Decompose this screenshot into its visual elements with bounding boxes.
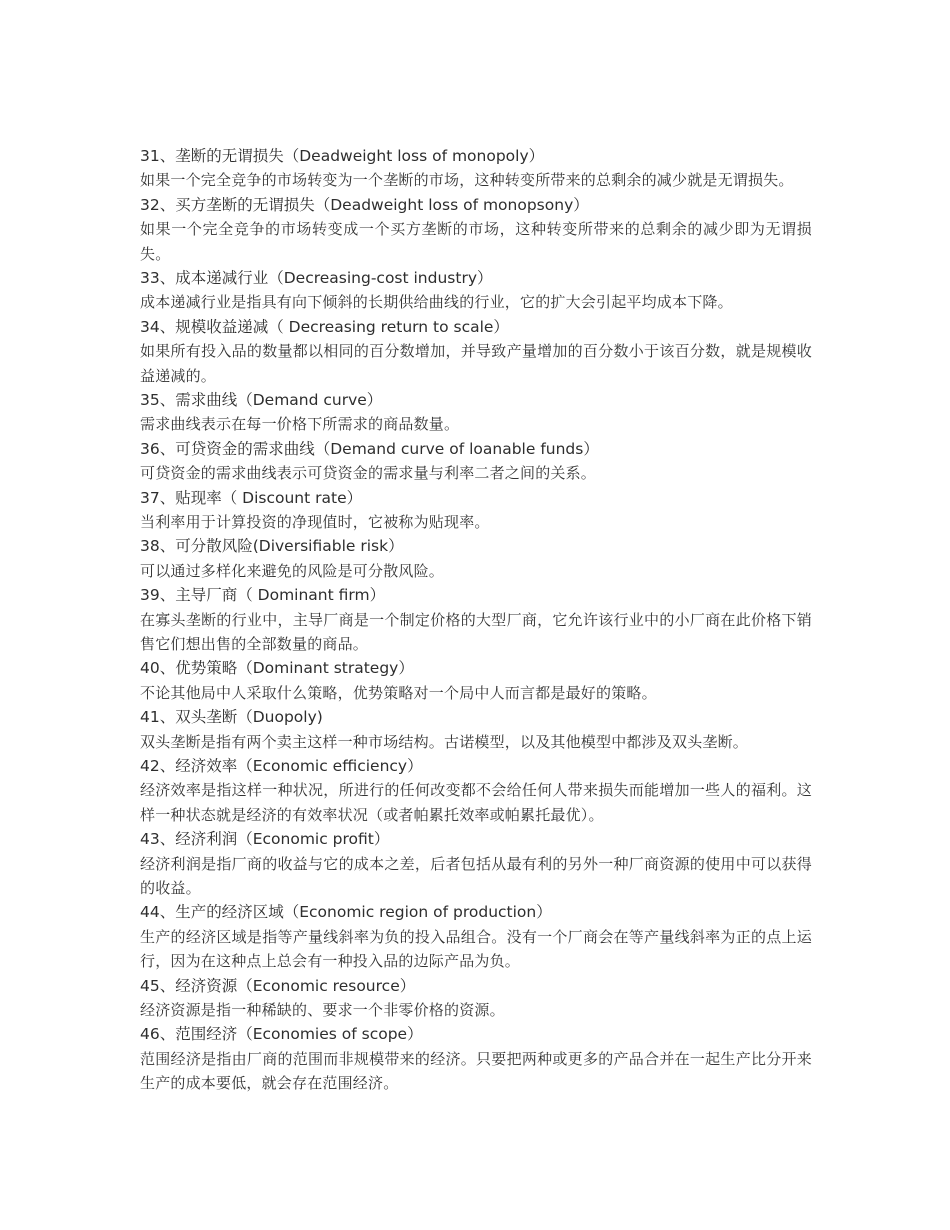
- term-heading: 38、可分散风险(Diversifiable risk）: [140, 537, 404, 556]
- term-heading: 45、经济资源（Economic resource）: [140, 976, 416, 995]
- term-definition: 在寡头垄断的行业中，主导厂商是一个制定价格的大型厂商，它允许该行业中的小厂商在此价格下销售它们想出售的全部数量的商品。: [140, 610, 812, 653]
- document-page: [140, 144, 812, 1096]
- term-definition: 可贷资金的需求曲线表示可贷资金的需求量与利率二者之间的关系。: [140, 464, 597, 483]
- entry-41: [140, 705, 812, 754]
- entry-31: [140, 144, 812, 193]
- entry-36: [140, 437, 812, 486]
- term-heading: 43、经济利润（Economic profit）: [140, 830, 390, 849]
- term-definition: 经济资源是指一种稀缺的、要求一个非零价格的资源。: [140, 1000, 505, 1019]
- term-heading: 46、范围经济（Economies of scope）: [140, 1025, 423, 1044]
- entry-32: [140, 193, 812, 266]
- term-heading: 35、需求曲线（Demand curve）: [140, 391, 383, 409]
- term-heading: 31、垄断的无谓损失（Deadweight loss of monopoly）: [140, 147, 545, 165]
- entry-37: [140, 486, 812, 535]
- term-heading: 36、可贷资金的需求曲线（Demand curve of loanable funds）: [140, 439, 599, 458]
- term-heading: 42、经济效率（Economic efficiency）: [140, 756, 423, 775]
- term-definition: 生产的经济区域是指等产量线斜率为负的投入品组合。没有一个厂商会在等产量线斜率为正的点上运行，因为在这种点上总会有一种投入品的边际产品为负。: [140, 927, 812, 971]
- term-definition: 双头垄断是指有两个卖主这样一种市场结构。古诺模型，以及其他模型中都涉及双头垄断。: [140, 732, 749, 751]
- entry-33: [140, 266, 812, 315]
- entry-45: [140, 974, 812, 1023]
- term-definition: 可以通过多样化来避免的风险是可分散风险。: [140, 561, 445, 580]
- term-definition: 不论其他局中人采取什么策略，优势策略对一个局中人而言都是最好的策略。: [140, 683, 657, 702]
- entry-35: [140, 388, 812, 437]
- entry-38: [140, 534, 812, 583]
- term-heading: 39、主导厂商（ Dominant firm）: [140, 586, 386, 605]
- entry-46: [140, 1022, 812, 1095]
- term-definition: 范围经济是指由厂商的范围而非规模带来的经济。只要把两种或更多的产品合并在一起生产比分开来生产的成本要低，就会存在范围经济。: [140, 1049, 812, 1093]
- term-definition: 经济利润是指厂商的收益与它的成本之差，后者包括从最有利的另外一种厂商资源的使用中可以获得的收益。: [140, 854, 812, 897]
- entry-39: [140, 583, 812, 656]
- entry-34: [140, 315, 812, 388]
- entry-44: [140, 900, 812, 973]
- term-heading: 33、成本递减行业（Decreasing-cost industry）: [140, 269, 493, 287]
- term-definition: 如果一个完全竞争的市场转变成一个买方垄断的市场，这种转变所带来的总剩余的减少即为无谓损失。: [140, 220, 812, 263]
- term-definition: 需求曲线表示在每一价格下所需求的商品数量。: [140, 415, 460, 434]
- term-heading: 40、优势策略（Dominant strategy）: [140, 659, 414, 678]
- term-heading: 32、买方垄断的无谓损失（Deadweight loss of monopsony）: [140, 195, 589, 214]
- term-definition: 当利率用于计算投资的净现值时，它被称为贴现率。: [140, 512, 490, 531]
- entry-43: [140, 827, 812, 900]
- term-definition: 如果所有投入品的数量都以相同的百分数增加，并导致产量增加的百分数小于该百分数，就是规模收益递减的。: [140, 342, 812, 385]
- term-heading: 37、贴现率（ Discount rate）: [140, 488, 363, 507]
- term-heading: 34、规模收益递减（ Decreasing return to scale）: [140, 317, 509, 336]
- term-heading: 44、生产的经济区域（Economic region of production）: [140, 903, 552, 922]
- term-definition: 成本递减行业是指具有向下倾斜的长期供给曲线的行业，它的扩大会引起平均成本下降。: [140, 293, 733, 312]
- entry-42: [140, 754, 812, 827]
- entry-40: [140, 656, 812, 705]
- term-heading: 41、双头垄断（Duopoly): [140, 708, 323, 727]
- term-definition: 经济效率是指这样一种状况，所进行的任何改变都不会给任何人带来损失而能增加一些人的福利。这样一种状态就是经济的有效率状况（或者帕累托效率或帕累托最优）。: [140, 781, 812, 824]
- term-definition: 如果一个完全竞争的市场转变为一个垄断的市场，这种转变所带来的总剩余的减少就是无谓损失。: [140, 171, 794, 190]
